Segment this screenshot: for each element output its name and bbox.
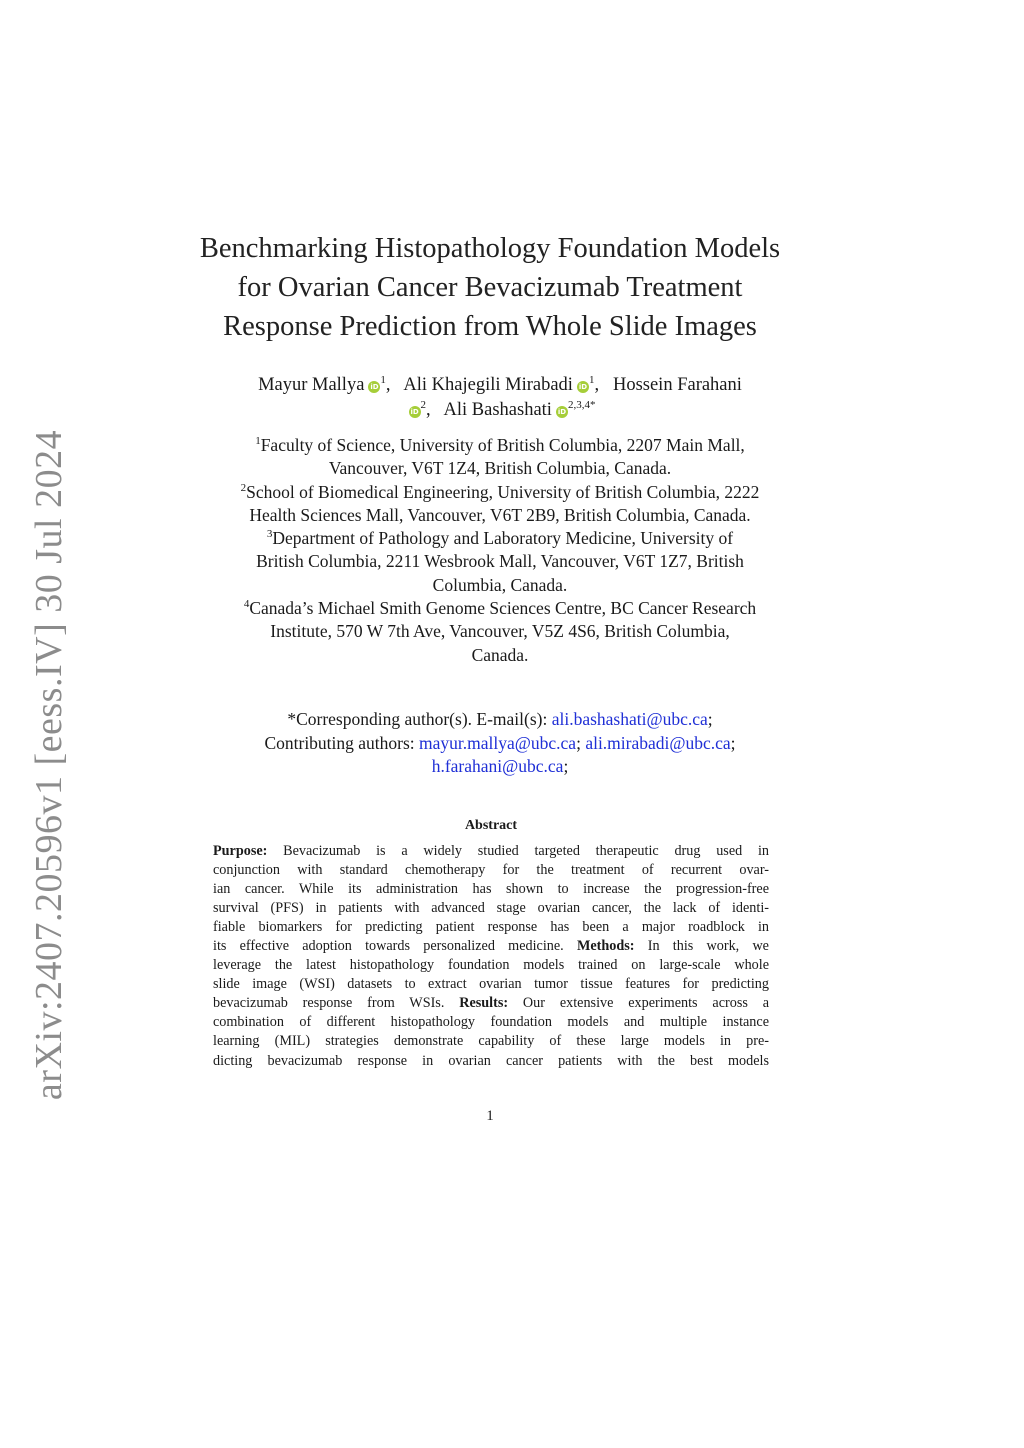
abstract-section-label: Results: <box>459 995 509 1012</box>
abstract-line <box>213 937 769 956</box>
affiliation-line: Faculty of Science, University of British Columbia, 2207 Main Mall, <box>260 435 745 455</box>
author-name: Ali Bashashati <box>443 400 552 420</box>
affiliation-number: 2 <box>240 481 247 494</box>
abstract-line <box>213 1032 769 1051</box>
affiliation <box>180 481 820 528</box>
affiliation-line: Vancouver, V6T 1Z4, British Columbia, Canada. <box>328 458 672 479</box>
abstract-line <box>213 975 769 994</box>
abstract-section-label: Purpose: <box>213 843 268 859</box>
abstract-text: survival (PFS) in patients with advanced stage ovarian cancer, the lack of identi- <box>213 900 769 917</box>
affiliation-line: Canada’s Michael Smith Genome Sciences Centre, BC Cancer Research <box>249 598 757 619</box>
author-name: Mayur Mallya <box>258 375 365 395</box>
abstract-text: conjunction with standard chemotherapy for the treatment of recurrent ovar- <box>213 862 769 879</box>
affiliation-number: 3 <box>266 528 273 541</box>
affiliation-number: 1 <box>255 435 261 447</box>
affiliation-line: Canada. <box>471 644 529 665</box>
abstract-section-label: Methods: <box>576 938 635 955</box>
affiliation <box>180 597 820 667</box>
abstract-line <box>213 861 769 880</box>
abstract-line <box>213 880 769 899</box>
affiliation-list <box>180 434 820 667</box>
affiliation-line: Department of Pathology and Laboratory Medicine, University of <box>272 528 734 549</box>
author-name: Hossein Farahani <box>612 375 742 395</box>
affiliation-line: British Columbia, 2211 Wesbrook Mall, Vancouver, V6T 1Z7, British <box>256 551 744 572</box>
abstract-line <box>213 1013 769 1032</box>
author-list: Mayur Mallya $iD^1$, Ali Khajegili Mirabadi $iD^1$, Hossein Farahani $iD^2$, Ali Bashashati $iD^{2,3,4*}$ <box>258 374 742 420</box>
email-link[interactable]: h.farahani@ubc.ca <box>431 756 564 776</box>
abstract-text: Our extensive experiments across a <box>508 995 769 1012</box>
arxiv-identifier: arXiv:2407.20596v1 [eess.IV] 30 Jul 2024 <box>28 429 71 1101</box>
author-affiliation-marker: 2 <box>420 399 427 411</box>
orcid-icon[interactable]: iD <box>578 383 588 391</box>
author-affiliation-marker: 1 <box>380 374 386 386</box>
orcid-icon[interactable]: iD <box>410 408 419 416</box>
affiliation-line: Health Sciences Mall, Vancouver, V6T 2B9, British Columbia, Canada. <box>249 504 751 525</box>
abstract-text: learning (MIL) strategies demonstrate capability of these large models in pre- <box>213 1033 769 1050</box>
abstract-text: In this work, we <box>634 938 769 955</box>
abstract-line <box>213 918 769 937</box>
abstract-line <box>213 899 769 918</box>
affiliation-line: Institute, 570 W 7th Ave, Vancouver, V5Z 4S6, British Columbia, <box>270 621 730 642</box>
orcid-icon[interactable]: iD <box>370 383 379 391</box>
abstract-text: slide image (WSI) datasets to extract ovarian tumor tissue features for predicting <box>213 976 769 993</box>
contributing-label: Contributing authors: <box>264 732 415 753</box>
page-number: 1 <box>486 1108 494 1124</box>
contact-block: *Corresponding author(s). E-mail(s): ali.bashashati@ubc.ca; Contributing authors: mayur.mallya@ubc.ca; ali.mirabadi@ubc.ca; h.farahani@ubc.ca; <box>264 709 736 776</box>
abstract-line <box>213 1052 769 1071</box>
title-line: for Ovarian Cancer Bevacizumab Treatment <box>237 272 743 303</box>
author-name: Ali Khajegili Mirabadi <box>403 375 573 395</box>
title-line: Benchmarking Histopathology Foundation Models <box>199 233 781 264</box>
abstract-line <box>213 956 769 975</box>
abstract-text: bevacizumab response from WSIs. <box>213 995 460 1012</box>
abstract-line <box>213 994 769 1013</box>
abstract-text: combination of different histopathology foundation models and multiple instance <box>213 1014 769 1031</box>
affiliation <box>180 434 820 481</box>
author-affiliation-marker: 1 <box>588 374 595 386</box>
email-link[interactable]: ali.bashashati@ubc.ca <box>551 709 708 729</box>
arxiv-side-stamp <box>19 429 79 1101</box>
abstract-heading: Abstract <box>464 818 518 833</box>
abstract-text: ian cancer. While its administration has shown to increase the progression-free <box>213 881 769 898</box>
corresponding-label: *Corresponding author(s). E-mail(s): <box>287 709 548 729</box>
paper-title <box>150 229 830 346</box>
abstract-text: fiable biomarkers for predicting patient response has been a major roadblock in <box>213 919 769 936</box>
affiliation-line: Columbia, Canada. <box>432 574 568 595</box>
abstract-text: dicting bevacizumab response in ovarian cancer patients with the best models <box>213 1052 769 1069</box>
author-affiliation-marker: 2,3,4* <box>567 399 596 411</box>
abstract-text: its effective adoption towards personalized medicine. <box>213 938 577 955</box>
abstract-line <box>213 842 769 861</box>
email-link[interactable]: mayur.mallya@ubc.ca <box>419 732 577 753</box>
title-line: Response Prediction from Whole Slide Images <box>223 311 757 342</box>
abstract-body <box>213 842 769 1071</box>
abstract-text: leverage the latest histopathology foundation models trained on large-scale whole <box>213 957 769 974</box>
abstract-text: Bevacizumab is a widely studied targeted therapeutic drug used in <box>267 843 769 859</box>
orcid-icon[interactable]: iD <box>557 408 567 416</box>
affiliation-line: School of Biomedical Engineering, University of British Columbia, 2222 <box>246 481 760 502</box>
affiliation <box>180 527 820 597</box>
affiliation-number: 4 <box>243 598 250 611</box>
email-link[interactable]: ali.mirabadi@ubc.ca <box>585 732 731 753</box>
